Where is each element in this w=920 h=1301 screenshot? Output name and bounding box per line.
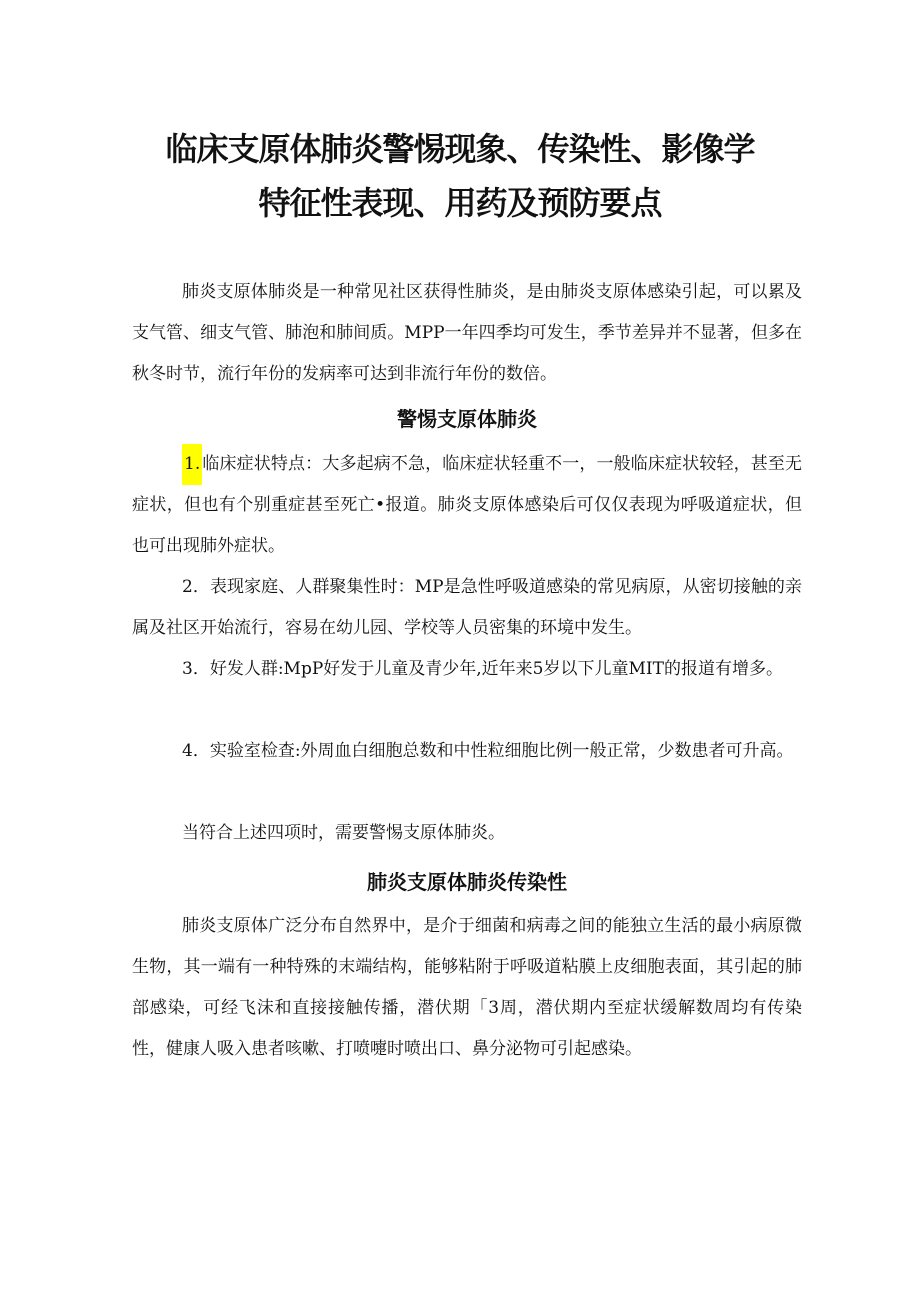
list-item-lab-tests: 4．实验室检查:外周血白细胞总数和中性粒细胞比例一般正常，少数患者可升高。 [182,741,794,761]
document-title-line-2: 特征性表现、用药及预防要点 [258,184,662,222]
section-heading-alert: 警惕支原体肺炎 [397,407,537,431]
highlighted-item-number: 1. [182,444,202,485]
infectiousness-paragraph: 肺炎支原体广泛分布自然界中，是介于细菌和病毒之间的能独立生活的最小病原微生物，其一端有一种特殊的末端结构，能够粘附于呼吸道粘膜上皮细胞表面，其引起的肺部感染，可经飞沫和直接接触传播，潜伏期「3周，潜伏期内至症状缓解数周均有传染性，健康人吸入患者咳嗽、打喷嚏时喷出口、鼻分泌物可引起感染。 [132,916,802,1059]
list-item-susceptible-population: 3．好发人群:MpP好发于儿童及青少年,近年来5岁以下儿童MIT的报道有增多。 [182,659,783,679]
list-item-clinical-symptoms [132,444,802,567]
list-item-family-clustering: 2．表现家庭、人群聚集性时：MP是急性呼吸道感染的常见病原，从密切接触的亲属及社区开始流行，容易在幼儿园、学校等人员密集的环境中发生。 [132,577,802,638]
list-item-text: 临床症状特点：大多起病不急，临床症状轻重不一，一般临床症状较轻，甚至无症状，但也有个别重症甚至死亡•报道。肺炎支原体感染后可仅仅表现为呼吸道症状，但也可出现肺外症状。 [132,454,802,556]
alert-conclusion: 当符合上述四项时，需要警惕支原体肺炎。 [182,823,505,843]
intro-paragraph: 肺炎支原体肺炎是一种常见社区获得性肺炎，是由肺炎支原体感染引起，可以累及支气管、细支气管、肺泡和肺间质。MPP一年四季均可发生，季节差异并不显著，但多在秋冬时节，流行年份的发病率可达到非流行年份的数倍。 [132,282,802,384]
document-title-line-1: 临床支原体肺炎警惕现象、传染性、影像学 [165,130,755,168]
section-heading-infectiousness: 肺炎支原体肺炎传染性 [367,870,567,894]
